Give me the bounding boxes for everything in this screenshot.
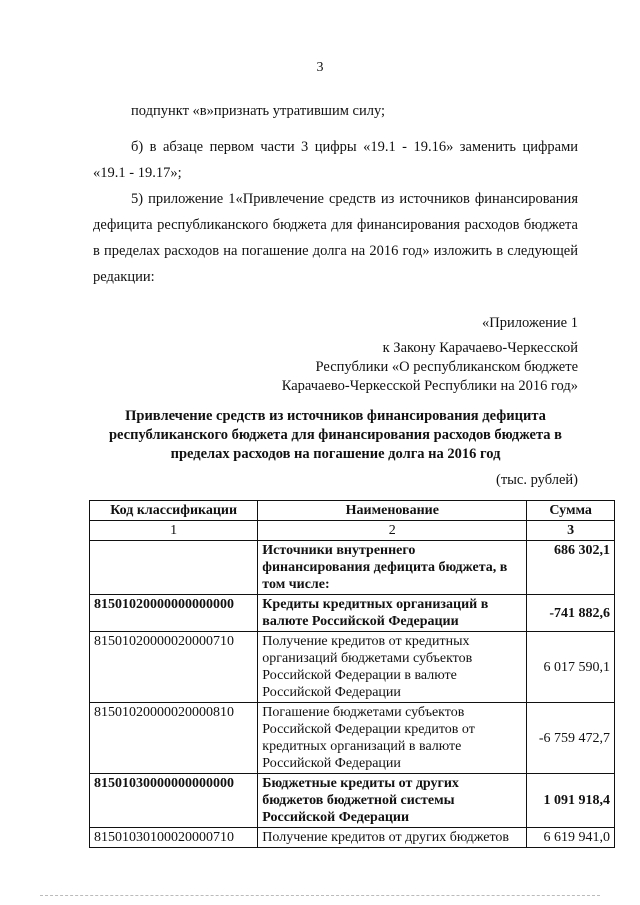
page-number: 3 bbox=[316, 60, 324, 75]
row-name: Кредиты кредитных организаций в валюте Российской Федерации bbox=[258, 595, 527, 632]
table-number-row bbox=[90, 521, 615, 541]
table-row bbox=[90, 774, 615, 828]
row-sum: 1 091 918,4 bbox=[527, 774, 615, 828]
row-name: Получение кредитов от кредитных организаций бюджетами субъектов Российской Федерации в валюте Российской Федерации bbox=[258, 632, 527, 703]
financing-table bbox=[89, 500, 615, 848]
row-code: 81501020000020000710 bbox=[90, 632, 258, 703]
page-edge-divider bbox=[40, 895, 600, 896]
row-sum: 6 017 590,1 bbox=[527, 632, 615, 703]
row-sum: 686 302,1 bbox=[527, 541, 615, 595]
row-sum: -6 759 472,7 bbox=[527, 703, 615, 774]
paragraph-5: 5) приложение 1«Привлечение средств из источников финансирования дефицита республиканского бюджета для финансирования расходов бюджета в пределах расходов на погашение долга на 2016 год» изложить в следующей редакции: bbox=[93, 191, 578, 285]
document-title: Привлечение средств из источников финансирования дефицита республиканского бюджета для финансирования расходов бюджета в пределах расходов на погашение долга на 2016 год bbox=[108, 408, 563, 462]
units-label: (тыс. рублей) bbox=[496, 472, 578, 488]
table-row bbox=[90, 828, 615, 848]
row-name: Источники внутреннего финансирования дефицита бюджета, в том числе: bbox=[258, 541, 527, 595]
table-row bbox=[90, 632, 615, 703]
table-header-row bbox=[90, 501, 615, 521]
row-code bbox=[90, 541, 258, 595]
table-row bbox=[90, 595, 615, 632]
appendix-label: «Приложение 1 bbox=[482, 315, 578, 331]
paragraph-b: б) в абзаце первом части 3 цифры «19.1 - 19.16» заменить цифрами «19.1 - 19.17»; bbox=[93, 139, 578, 181]
row-code: 81501030000000000000 bbox=[90, 774, 258, 828]
row-sum: -741 882,6 bbox=[527, 595, 615, 632]
header-name: Наименование bbox=[258, 501, 527, 521]
row-name: Бюджетные кредиты от других бюджетов бюджетной системы Российской Федерации bbox=[258, 774, 527, 828]
column-number-1: 1 bbox=[90, 521, 258, 541]
table-row bbox=[90, 703, 615, 774]
row-code: 81501020000020000810 bbox=[90, 703, 258, 774]
row-name: Получение кредитов от других бюджетов bbox=[258, 828, 527, 848]
table-row bbox=[90, 541, 615, 595]
row-name: Погашение бюджетами субъектов Российской Федерации кредитов от кредитных организаций в валюте Российской Федерации bbox=[258, 703, 527, 774]
row-code: 81501030100020000710 bbox=[90, 828, 258, 848]
approval-line-law: к Закону Карачаево-Черкесской bbox=[382, 340, 578, 356]
approval-line-republic: Республики «О республиканском бюджете bbox=[315, 359, 578, 375]
approval-line-budget: Карачаево-Черкесской Республики на 2016 год» bbox=[281, 378, 578, 394]
paragraph-subclause: подпункт «в»признать утратившим силу; bbox=[131, 103, 386, 119]
column-number-3: 3 bbox=[527, 521, 615, 541]
column-number-2: 2 bbox=[258, 521, 527, 541]
row-sum: 6 619 941,0 bbox=[527, 828, 615, 848]
row-code: 81501020000000000000 bbox=[90, 595, 258, 632]
header-code: Код классификации bbox=[90, 501, 258, 521]
header-sum: Сумма bbox=[527, 501, 615, 521]
